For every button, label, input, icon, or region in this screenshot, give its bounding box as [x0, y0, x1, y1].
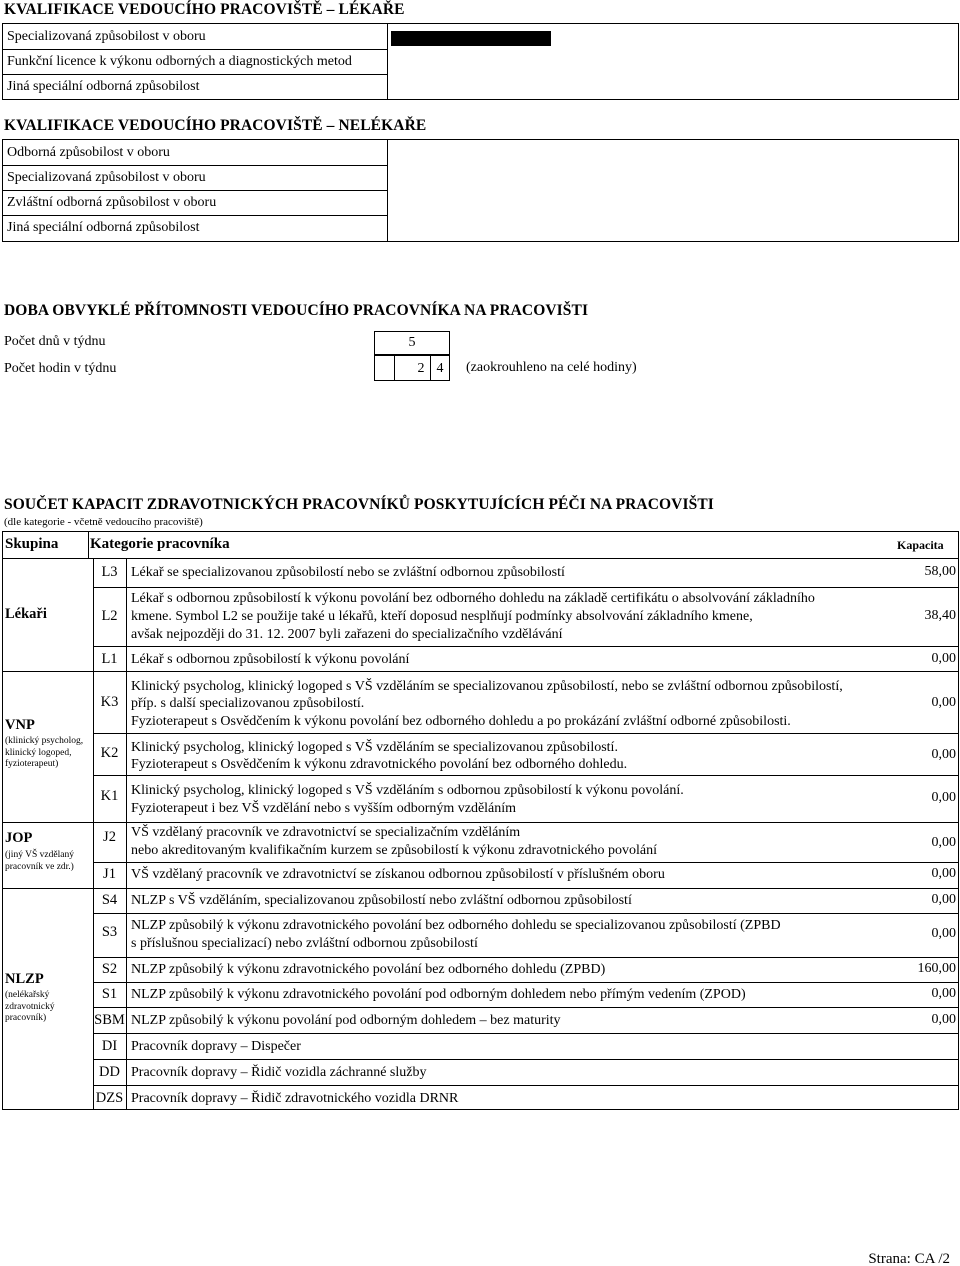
- row-code: L1: [101, 651, 118, 667]
- row-code: S1: [101, 986, 118, 1002]
- row-capacity: 0,00: [931, 892, 956, 907]
- header-group: Skupina: [5, 536, 59, 552]
- row-description: VŠ vzdělaný pracovník ve zdravotnictví se získanou odbornou způsobilostí v příslušném oboru: [131, 867, 665, 882]
- row-description: Klinický psycholog, klinický logoped s VŠ vzděláním se specializovanou způsobilostí.: [131, 740, 618, 755]
- row-code: S3: [101, 924, 118, 940]
- group-lekari: Lékaři: [5, 606, 47, 622]
- hours-label: Počet hodin v týdnu: [4, 361, 117, 376]
- row-code: S4: [101, 892, 118, 908]
- row-capacity: 0,00: [931, 1012, 956, 1027]
- row-description: Fyzioterapeut s Osvědčením k výkonu povolání bez odborného dohledu a po prokázání zvláštní odborné způsobilosti.: [131, 714, 791, 729]
- row-description: NLZP způsobilý k výkonu zdravotnického povolání bez odborného dohledu se specializovanou způsobilostí (ZPBD: [131, 918, 781, 933]
- row-description: kmene. Symbol L2 se použije také u lékařů, kteří doposud nesplňují podmínky absolvování základního kmene,: [131, 609, 753, 624]
- lekar-row: Jiná speciální odborná způsobilost: [7, 79, 200, 94]
- hours-note: (zaokrouhleno na celé hodiny): [466, 360, 637, 375]
- section-nelekar-title: KVALIFIKACE VEDOUCÍHO PRACOVIŠTĚ – NELÉKAŘE: [4, 117, 427, 134]
- row-capacity: 58,00: [924, 564, 956, 579]
- days-field[interactable]: 5: [374, 331, 450, 355]
- row-code: DD: [99, 1064, 120, 1080]
- row-description: nebo akreditovaným kvalifikačním kurzem se způsobilostí k výkonu zdravotnického povolání: [131, 843, 658, 858]
- row-description: NLZP s VŠ vzděláním, specializovanou způsobilostí nebo zvláštní odbornou způsobilostí: [131, 893, 632, 908]
- group-jop: JOP: [5, 830, 33, 846]
- row-description: NLZP způsobilý k výkonu zdravotnického povolání bez odborného dohledu (ZPBD): [131, 962, 606, 977]
- row-capacity: 0,00: [931, 986, 956, 1001]
- row-code: K3: [100, 694, 119, 710]
- group-nlzp-sub: (nelékařský zdravotnický pracovník): [5, 990, 55, 1023]
- row-description: VŠ vzdělaný pracovník ve zdravotnictví se specializačním vzděláním: [131, 825, 521, 840]
- row-description: Fyzioterapeut i bez VŠ vzdělání nebo s vyšším odborným vzděláním: [131, 801, 517, 816]
- row-description: Pracovník dopravy – Řidič zdravotnického vozidla DRNR: [131, 1091, 459, 1106]
- lekar-row: Specializovaná způsobilost v oboru: [7, 29, 206, 44]
- row-description: Pracovník dopravy – Řidič vozidla záchranné služby: [131, 1065, 427, 1080]
- days-label: Počet dnů v týdnu: [4, 334, 106, 349]
- row-code: K1: [100, 788, 119, 804]
- row-code: J2: [103, 829, 116, 845]
- row-description: Lékař s odbornou způsobilostí k výkonu povolání: [131, 652, 410, 667]
- capacity-table: [2, 531, 959, 1110]
- header-category: Kategorie pracovníka: [90, 536, 230, 552]
- row-description: příp. s další specializovanou způsobilostí.: [131, 696, 365, 711]
- page-number: Strana: CA /2: [868, 1251, 950, 1266]
- nelekar-row: Zvláštní odborná způsobilost v oboru: [7, 195, 217, 210]
- row-code: DZS: [95, 1090, 124, 1106]
- row-capacity: 0,00: [931, 695, 956, 710]
- row-description: NLZP způsobilý k výkonu povolání pod odborným dohledem – bez maturity: [131, 1013, 561, 1028]
- section-presence-title: DOBA OBVYKLÉ PŘÍTOMNOSTI VEDOUCÍHO PRACOVNÍKA NA PRACOVIŠTI: [4, 302, 589, 319]
- section-capacity-subtitle: (dle kategorie - včetně vedoucího pracoviště): [4, 516, 203, 528]
- group-nlzp: NLZP: [5, 971, 44, 987]
- nelekar-row: Specializovaná způsobilost v oboru: [7, 170, 206, 185]
- row-capacity: 0,00: [931, 747, 956, 762]
- row-capacity: 0,00: [931, 866, 956, 881]
- row-capacity: 0,00: [931, 835, 956, 850]
- header-capacity: Kapacita: [897, 538, 944, 552]
- row-description: avšak nejpozději do 31. 12. 2007 byli zařazeni do specializačního vzdělávání: [131, 627, 563, 642]
- row-code: L2: [101, 608, 118, 624]
- group-jop-sub: (jiný VŠ vzdělaný pracovník ve zdr.): [5, 850, 74, 872]
- row-code: SBM: [94, 1012, 125, 1028]
- row-description: Klinický psycholog, klinický logoped s VŠ vzděláním se specializovanou způsobilostí, nebo se zvláštní odbornou způsobilostí,: [131, 679, 843, 694]
- hours-digit: [375, 356, 394, 380]
- row-description: Lékař s odbornou způsobilostí k výkonu povolání bez odborného dohledu na základě certifikátu o absolvování základního: [131, 591, 815, 606]
- row-capacity: 0,00: [931, 790, 956, 805]
- row-code: DI: [101, 1038, 118, 1054]
- hours-field[interactable]: [374, 355, 450, 381]
- row-description: Lékař se specializovanou způsobilostí nebo se zvláštní odbornou způsobilostí: [131, 565, 565, 580]
- section-nelekar-table: [2, 139, 959, 242]
- row-description: NLZP způsobilý k výkonu zdravotnického povolání pod odborným dohledem nebo přímým vedením (ZPOD): [131, 987, 746, 1002]
- row-description: Klinický psycholog, klinický logoped s VŠ vzděláním s odbornou způsobilostí k výkonu povolání.: [131, 783, 684, 798]
- row-code: J1: [103, 866, 116, 882]
- section-capacity-title: SOUČET KAPACIT ZDRAVOTNICKÝCH PRACOVNÍKŮ POSKYTUJÍCÍCH PÉČI NA PRACOVIŠTI: [4, 496, 714, 513]
- row-code: L3: [101, 564, 118, 580]
- group-vnp: VNP: [5, 717, 35, 733]
- row-capacity: 38,40: [924, 608, 956, 623]
- row-capacity: 0,00: [931, 926, 956, 941]
- section-lekar-table: [2, 23, 959, 100]
- hours-digit: 2: [417, 361, 425, 376]
- row-code: S2: [101, 961, 118, 977]
- row-code: K2: [100, 745, 119, 761]
- lekar-row: Funkční licence k výkonu odborných a diagnostických metod: [7, 54, 352, 69]
- section-lekar-title: KVALIFIKACE VEDOUCÍHO PRACOVIŠTĚ – LÉKAŘE: [4, 1, 405, 18]
- row-description: s příslušnou specializací) nebo zvláštní odbornou způsobilostí: [131, 936, 478, 951]
- nelekar-row: Odborná způsobilost v oboru: [7, 145, 170, 160]
- row-description: Pracovník dopravy – Dispečer: [131, 1039, 301, 1054]
- redaction-bar: [391, 31, 551, 46]
- row-capacity: 160,00: [917, 961, 956, 976]
- row-description: Fyzioterapeut s Osvědčením k výkonu zdravotnického povolání bez odborného dohledu.: [131, 757, 628, 772]
- row-capacity: 0,00: [931, 651, 956, 666]
- hours-digit: 4: [436, 361, 444, 376]
- group-vnp-sub: (klinický psycholog, klinický logoped, fyzioterapeut): [5, 736, 84, 769]
- nelekar-row: Jiná speciální odborná způsobilost: [7, 220, 200, 235]
